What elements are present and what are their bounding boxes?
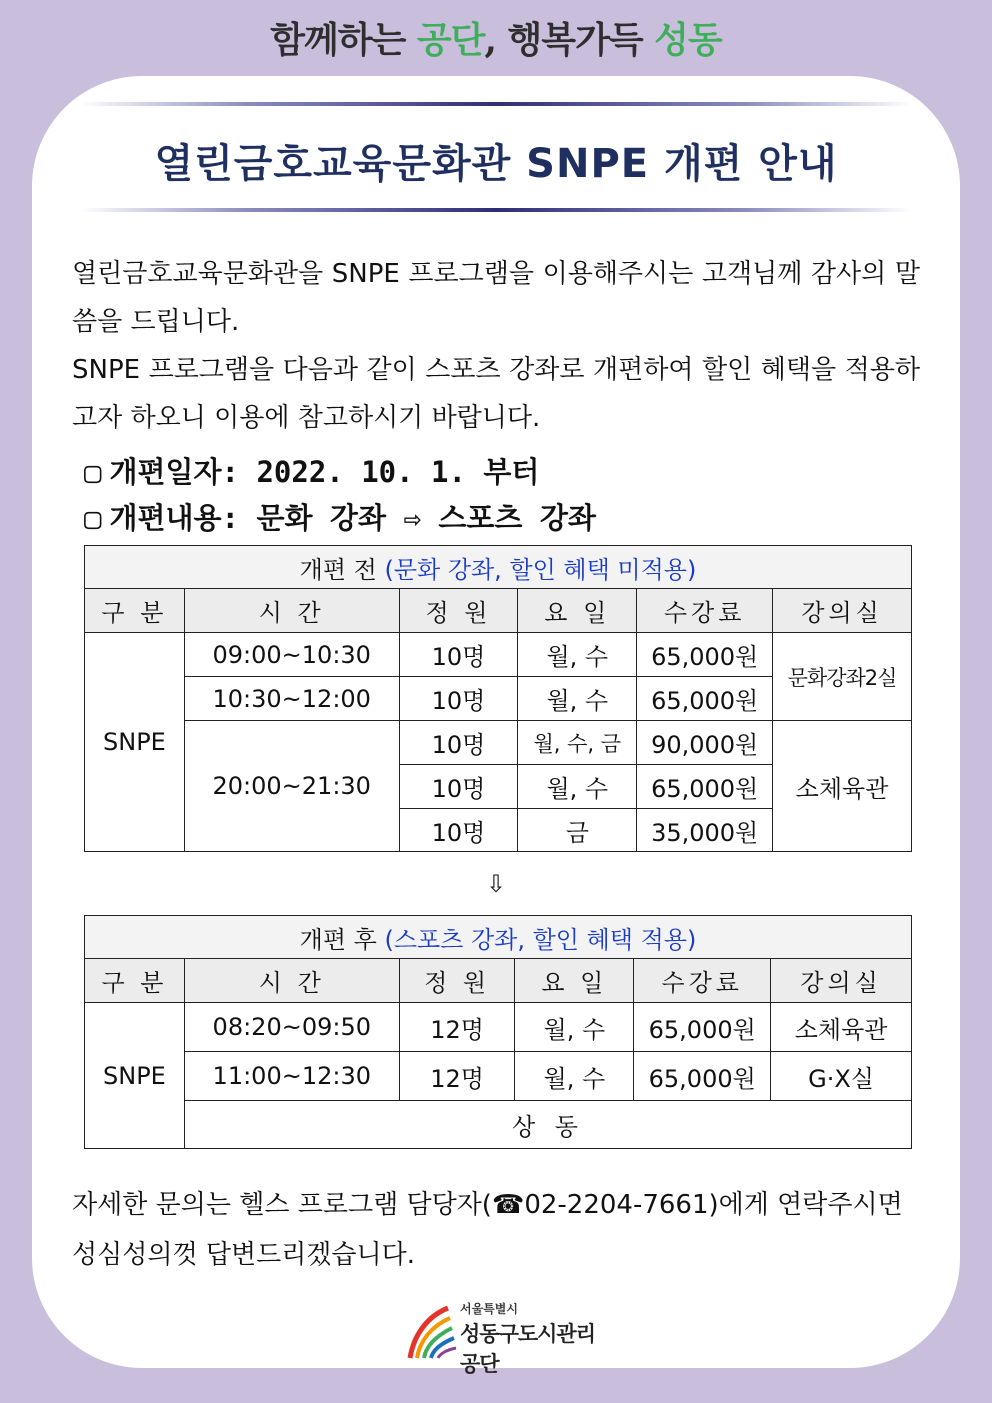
- header-fee: 수강료: [634, 959, 771, 1003]
- header-category: 구 분: [85, 589, 185, 633]
- bullet-date: [84, 450, 539, 491]
- fee-cell: 65,000원: [637, 765, 773, 809]
- bullet-date-text: 개편일자: 2022. 10. 1. 부터: [109, 455, 540, 489]
- contact-line-2: 성심성의껏 답변드리겠습니다.: [72, 1240, 416, 1270]
- caption-prefix: 개편 후: [299, 925, 385, 954]
- header-time: 시 간: [184, 589, 399, 633]
- caption-note: (스포츠 강좌, 할인 혜택 적용): [384, 925, 697, 954]
- header-day: 요 일: [518, 589, 637, 633]
- fee-cell: 65,000원: [634, 1003, 771, 1052]
- table-header-row: [85, 589, 912, 633]
- time-cell: 08:20~09:50: [184, 1003, 399, 1052]
- fee-cell: 65,000원: [637, 677, 773, 721]
- room-cell: 소체육관: [771, 1003, 912, 1052]
- bullet-content: [84, 496, 596, 537]
- same-as-above-cell: 상 동: [184, 1101, 911, 1149]
- rainbow-logo-icon: [404, 1300, 460, 1362]
- day-cell: 월, 수: [515, 1052, 634, 1101]
- time-cell: 11:00~12:30: [184, 1052, 399, 1101]
- after-schedule-table: [84, 915, 912, 1149]
- intro-text: [72, 250, 920, 442]
- program-cell: SNPE: [85, 633, 185, 852]
- day-cell: 금: [518, 809, 637, 852]
- header-room: 강의실: [773, 589, 912, 633]
- time-cell: 10:30~12:00: [184, 677, 399, 721]
- header-capacity: 정 원: [399, 589, 518, 633]
- header-day: 요 일: [515, 959, 634, 1003]
- table-row: [85, 633, 912, 677]
- table-row: [85, 1003, 912, 1052]
- fee-cell: 35,000원: [637, 809, 773, 852]
- slogan: [0, 12, 992, 63]
- table-header-row: [85, 959, 912, 1003]
- table-row: [85, 1052, 912, 1101]
- capacity-cell: 12명: [399, 1003, 515, 1052]
- table-row: [85, 721, 912, 765]
- title-rule-bottom: [80, 208, 912, 212]
- day-cell: 월, 수: [518, 765, 637, 809]
- fee-cell: 65,000원: [634, 1052, 771, 1101]
- before-schedule-table: [84, 545, 912, 852]
- intro-paragraph-1: 열린금호교육문화관을 SNPE 프로그램을 이용해주시는 고객님께 감사의 말씀을 드립니다.: [72, 259, 920, 337]
- logo-city-label: 서울특별시: [460, 1302, 518, 1316]
- table-caption-row: [85, 916, 912, 959]
- intro-paragraph-2: SNPE 프로그램을 다음과 같이 스포츠 강좌로 개편하여 할인 혜택을 적용하고자 하오니 이용에 참고하시기 바랍니다.: [72, 355, 920, 433]
- capacity-cell: 12명: [399, 1052, 515, 1101]
- time-cell: 20:00~21:30: [184, 721, 399, 852]
- contact-line-1: 자세한 문의는 헬스 프로그램 담당자(☎02-2204-7661)에게 연락주시면: [72, 1190, 903, 1220]
- organization-logo: [404, 1300, 604, 1376]
- day-cell: 월, 수: [518, 633, 637, 677]
- fee-cell: 65,000원: [637, 633, 773, 677]
- header-room: 강의실: [771, 959, 912, 1003]
- slogan-part4: 성동: [654, 19, 722, 61]
- bullet-content-text: 개편내용: 문화 강좌 ⇨ 스포츠 강좌: [109, 501, 596, 535]
- logo-organization-name: 성동구도시관리공단: [460, 1322, 596, 1376]
- slogan-part3: , 행복가득: [484, 19, 655, 61]
- after-caption: [85, 916, 912, 959]
- page-title: 열린금호교육문화관 SNPE 개편 안내: [154, 141, 838, 187]
- down-arrow-icon: ⇩: [486, 870, 507, 898]
- table-caption-row: [85, 546, 912, 589]
- checkbox-square-icon: ▢: [84, 501, 102, 535]
- header-fee: 수강료: [637, 589, 773, 633]
- header-time: 시 간: [184, 959, 399, 1003]
- table-row: [85, 1101, 912, 1149]
- checkbox-square-icon: ▢: [84, 455, 102, 489]
- room-cell: 문화강좌2실: [773, 633, 912, 721]
- title-rule-top: [80, 102, 912, 106]
- capacity-cell: 10명: [399, 765, 518, 809]
- fee-cell: 90,000원: [637, 721, 773, 765]
- header-capacity: 정 원: [399, 959, 515, 1003]
- capacity-cell: 10명: [399, 721, 518, 765]
- header-category: 구 분: [85, 959, 185, 1003]
- capacity-cell: 10명: [399, 677, 518, 721]
- contact-text: [72, 1180, 920, 1280]
- day-cell: 월, 수, 금: [518, 721, 637, 765]
- capacity-cell: 10명: [399, 809, 518, 852]
- capacity-cell: 10명: [399, 633, 518, 677]
- day-cell: 월, 수: [515, 1003, 634, 1052]
- room-cell: 소체육관: [773, 721, 912, 852]
- caption-note: (문화 강좌, 할인 혜택 미적용): [384, 555, 697, 584]
- caption-prefix: 개편 전: [299, 555, 385, 584]
- slogan-part2: 공단: [416, 19, 485, 61]
- program-cell: SNPE: [85, 1003, 185, 1149]
- before-caption: [85, 546, 912, 589]
- slogan-part1: 함께하는: [270, 19, 417, 61]
- room-cell: G·X실: [771, 1052, 912, 1101]
- day-cell: 월, 수: [518, 677, 637, 721]
- time-cell: 09:00~10:30: [184, 633, 399, 677]
